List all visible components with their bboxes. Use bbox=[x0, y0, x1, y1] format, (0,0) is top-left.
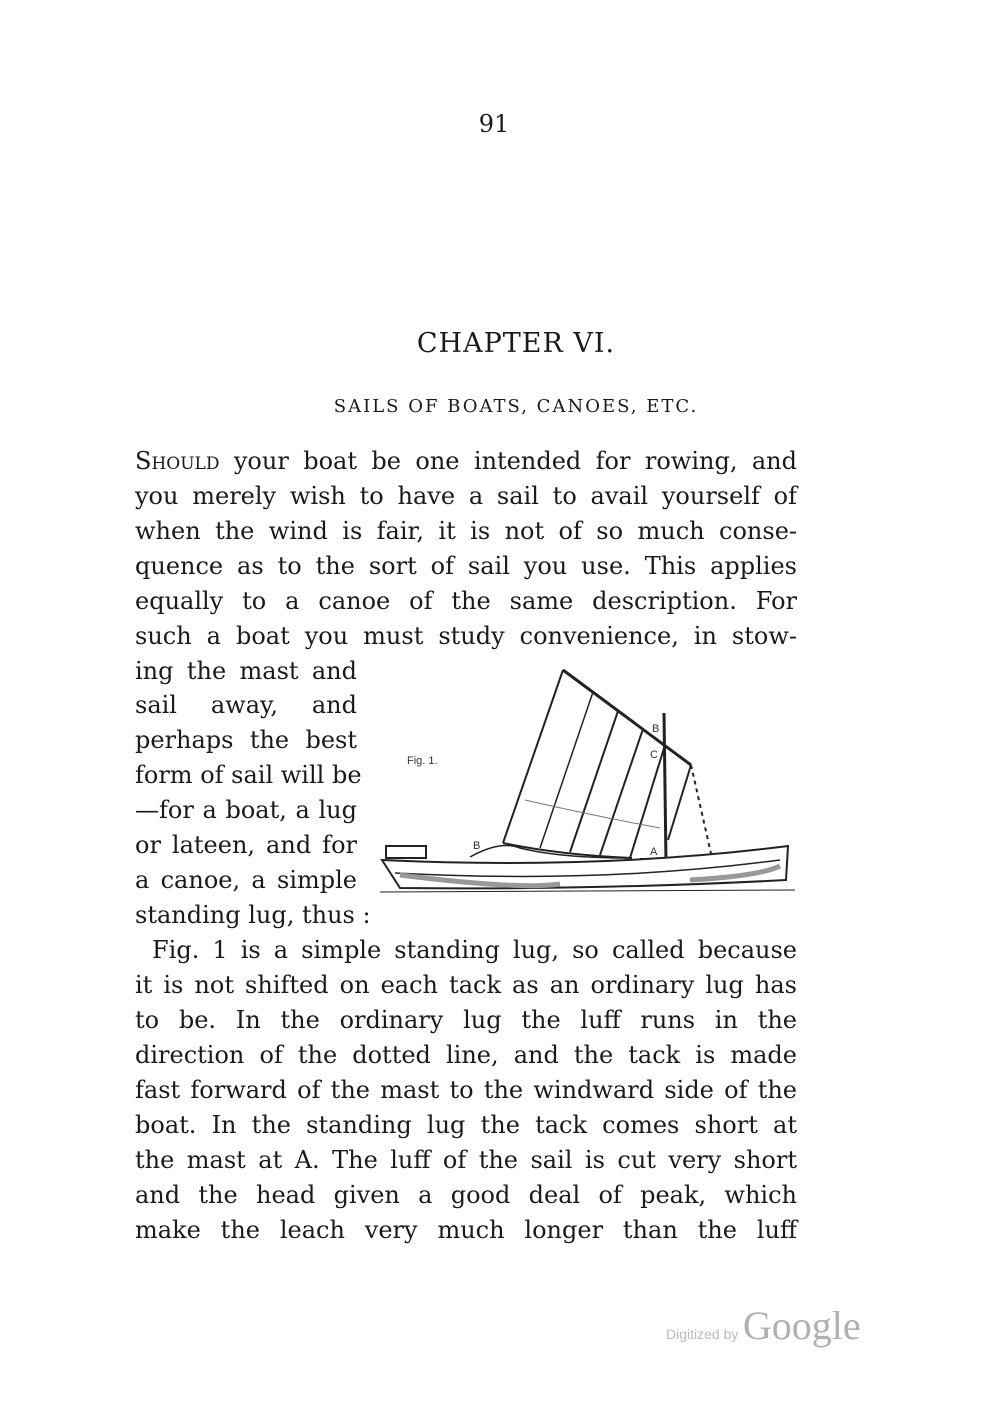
text-span: your boat be one intended for rowing, and bbox=[233, 447, 798, 475]
figure-label-top: B bbox=[652, 723, 660, 735]
watermark bbox=[666, 1302, 861, 1349]
text-line: and the head given a good deal of peak, which bbox=[135, 1181, 797, 1209]
text-line: when the wind is fair, it is not of so much conse- bbox=[135, 517, 797, 545]
text-line: equally to a canoe of the same description. For bbox=[135, 587, 797, 615]
text-line: standing lug, thus : bbox=[135, 901, 371, 929]
chapter-title: CHAPTER VI. bbox=[416, 328, 616, 359]
figure-label-b: B bbox=[473, 840, 481, 852]
watermark-prefix: Digitized by bbox=[666, 1326, 739, 1342]
text-line: a canoe, a simple bbox=[135, 866, 357, 894]
yard bbox=[563, 670, 691, 765]
text-line: the mast at A. The luff of the sail is cut very short bbox=[135, 1146, 797, 1174]
luff bbox=[503, 670, 563, 843]
text-line: ing the mast and bbox=[135, 657, 357, 685]
text-line: Fig. 1 is a simple standing lug, so called because bbox=[152, 936, 797, 964]
figure-label-c: C bbox=[650, 749, 658, 761]
text-line: boat. In the standing lug the tack comes short at bbox=[135, 1111, 797, 1139]
chapter-subtitle: SAILS OF BOATS, CANOES, ETC. bbox=[333, 396, 699, 417]
dotted-luff bbox=[691, 765, 712, 858]
text-line: quence as to the sort of sail you use. This applies bbox=[135, 552, 797, 580]
text-line: it is not shifted on each tack as an ordinary lug has bbox=[135, 971, 797, 999]
text-line: to be. In the ordinary lug the luff runs in the bbox=[135, 1006, 797, 1034]
text-line: perhaps the best bbox=[135, 726, 357, 754]
text-line: or lateen, and for bbox=[135, 831, 357, 859]
text-line: —for a boat, a lug bbox=[135, 796, 357, 824]
text-line: form of sail will be bbox=[135, 761, 362, 789]
text-line: make the leach very much longer than the luff bbox=[135, 1216, 797, 1244]
drop-word: Should bbox=[135, 447, 220, 475]
text-line: direction of the dotted line, and the tack is made bbox=[135, 1041, 797, 1069]
text-line: you merely wish to have a sail to avail yourself of bbox=[135, 482, 797, 510]
text-line: sail away, and bbox=[135, 691, 357, 719]
page-number: 91 bbox=[478, 110, 510, 138]
text-line: fast forward of the mast to the windward side of the bbox=[135, 1076, 797, 1104]
leech bbox=[668, 765, 691, 840]
figure-caption: Fig. 1. bbox=[407, 755, 438, 767]
watermark-logo: Google bbox=[742, 1303, 861, 1348]
figure-label-a: A bbox=[650, 846, 658, 858]
text-line: such a boat you must study convenience, in stow- bbox=[135, 622, 797, 650]
mast bbox=[664, 713, 666, 862]
